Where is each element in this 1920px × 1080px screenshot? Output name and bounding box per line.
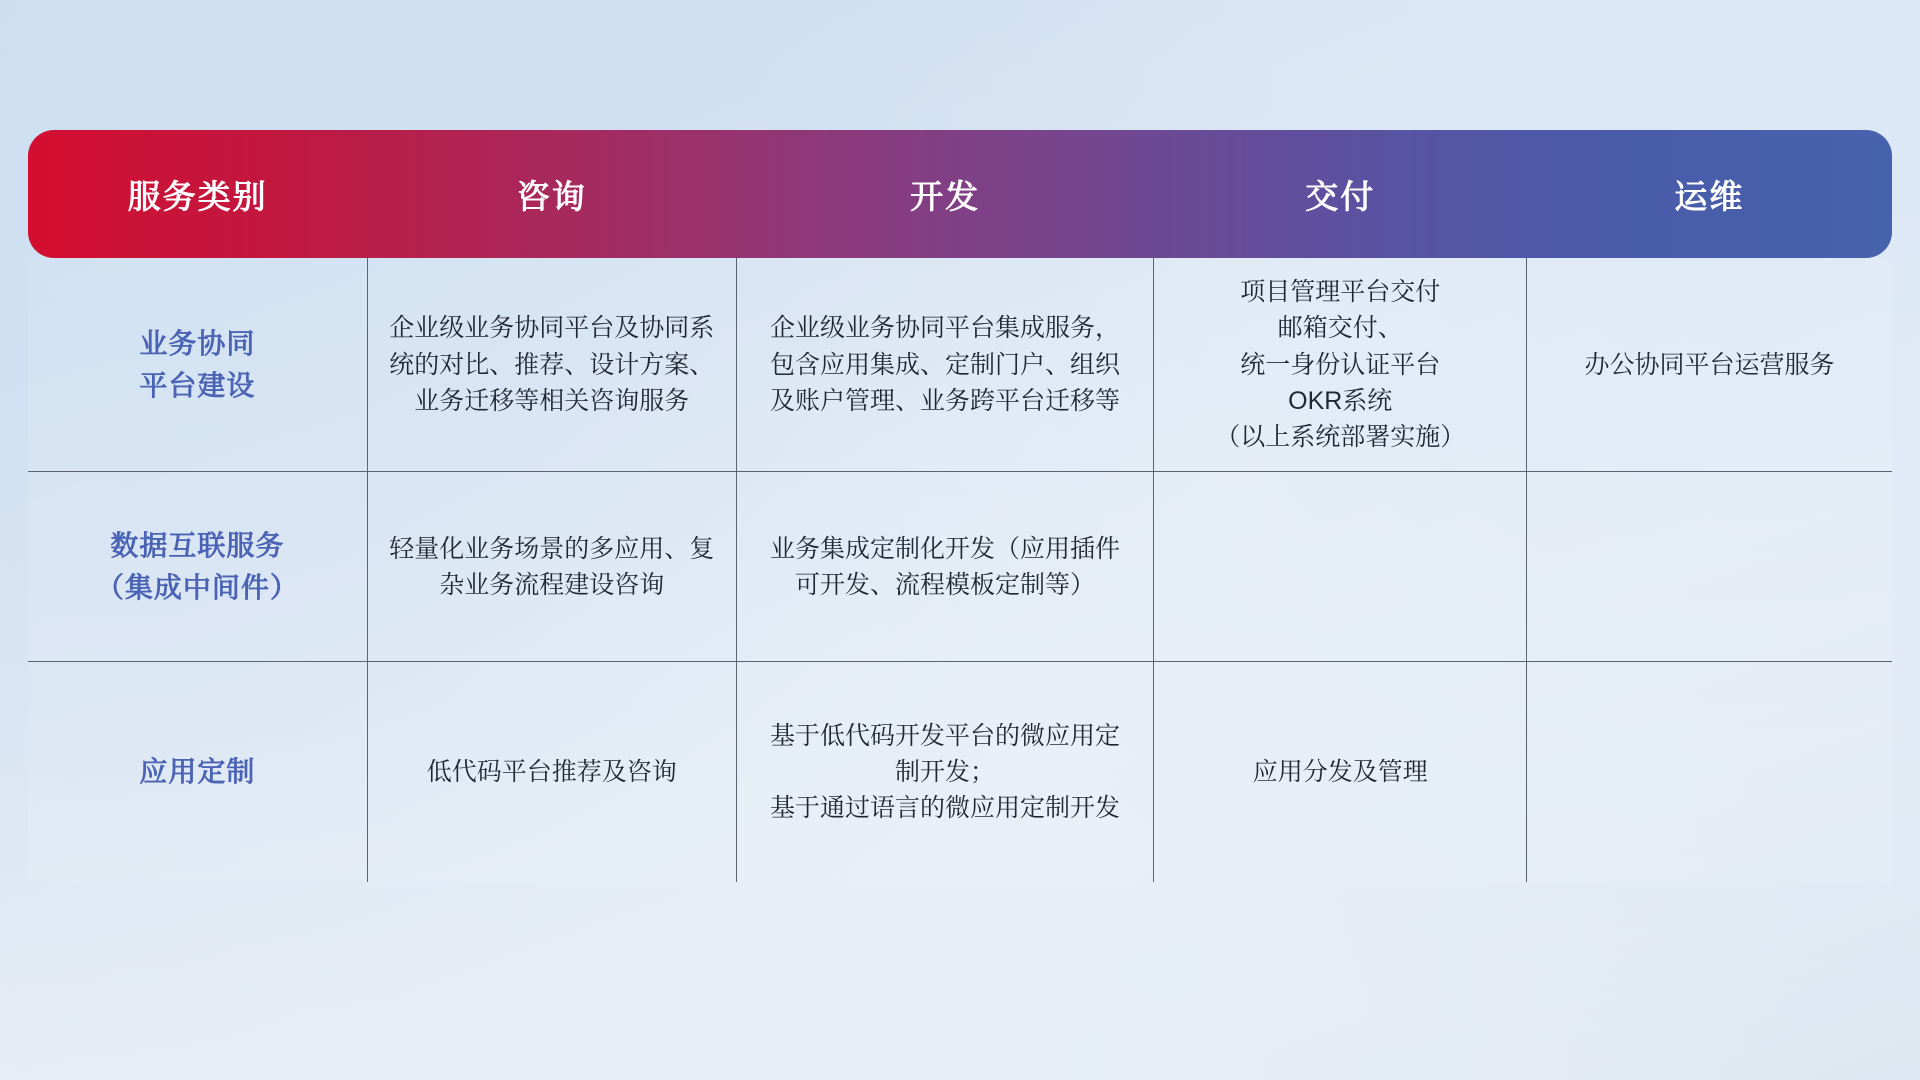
cell-line: 可开发、流程模板定制等） — [795, 570, 1096, 599]
row-category-line: 业务协同 — [139, 327, 256, 359]
cell-line: 包含应用集成、定制门户、组织 — [770, 350, 1121, 379]
cell-delivery — [1154, 258, 1527, 472]
header-row — [28, 130, 1892, 258]
service-matrix — [28, 130, 1892, 882]
table-row — [28, 662, 1892, 882]
cell-line: 制开发； — [895, 757, 996, 786]
cell-line: OKR系统 — [1288, 386, 1393, 415]
cell-line: 业务迁移等相关咨询服务 — [414, 386, 690, 415]
cell-line: 业务集成定制化开发（应用插件 — [770, 534, 1121, 563]
cell-line: 基于低代码开发平台的微应用定 — [770, 721, 1121, 750]
cell-delivery — [1154, 472, 1527, 662]
cell-line: 企业级业务协同平台及协同系 — [389, 314, 715, 343]
cell-consulting — [367, 258, 736, 472]
cell-line: 轻量化业务场景的多应用、复 — [389, 534, 715, 563]
cell-line: 杂业务流程建设咨询 — [439, 570, 665, 599]
row-category-line: 应用定制 — [139, 756, 256, 787]
cell-delivery — [1154, 662, 1527, 882]
header-cell-delivery: 交付 — [1154, 130, 1527, 258]
cell-line: 应用分发及管理 — [1252, 757, 1428, 786]
header-cell-operations: 运维 — [1527, 130, 1892, 258]
service-table — [28, 130, 1892, 882]
header-cell-category: 服务类别 — [28, 130, 367, 258]
table-row — [28, 258, 1892, 472]
table-body — [28, 258, 1892, 882]
cell-line: 项目管理平台交付 — [1240, 278, 1441, 306]
cell-line: 办公协同平台运营服务 — [1584, 350, 1835, 379]
cell-development — [736, 662, 1154, 882]
header-cell-development: 开发 — [736, 130, 1154, 258]
row-category-cell — [28, 472, 367, 662]
cell-line: 及账户管理、业务跨平台迁移等 — [770, 386, 1121, 415]
cell-line: 低代码平台推荐及咨询 — [426, 757, 677, 786]
row-category-line: 平台建设 — [139, 369, 256, 401]
cell-line: （以上系统部署实施） — [1215, 423, 1466, 451]
cell-operations — [1527, 472, 1892, 662]
cell-consulting — [367, 472, 736, 662]
cell-line: 企业级业务协同平台集成服务， — [770, 314, 1121, 343]
header-cell-consulting: 咨询 — [367, 130, 736, 258]
cell-consulting — [367, 662, 736, 882]
cell-line: 统的对比、推荐、设计方案、 — [389, 350, 715, 379]
cell-line: 基于通过语言的微应用定制开发 — [770, 794, 1121, 823]
row-category-line: 数据互联服务 — [110, 529, 285, 561]
table-row — [28, 472, 1892, 662]
cell-line: 邮箱交付、 — [1277, 314, 1403, 343]
row-category-cell — [28, 258, 367, 472]
cell-operations — [1527, 662, 1892, 882]
row-category-line: （集成中间件） — [95, 571, 299, 603]
cell-development — [736, 472, 1154, 662]
table-header — [28, 130, 1892, 258]
row-category-cell — [28, 662, 367, 882]
cell-development — [736, 258, 1154, 472]
cell-operations — [1527, 258, 1892, 472]
cell-line: 统一身份认证平台 — [1240, 350, 1441, 379]
